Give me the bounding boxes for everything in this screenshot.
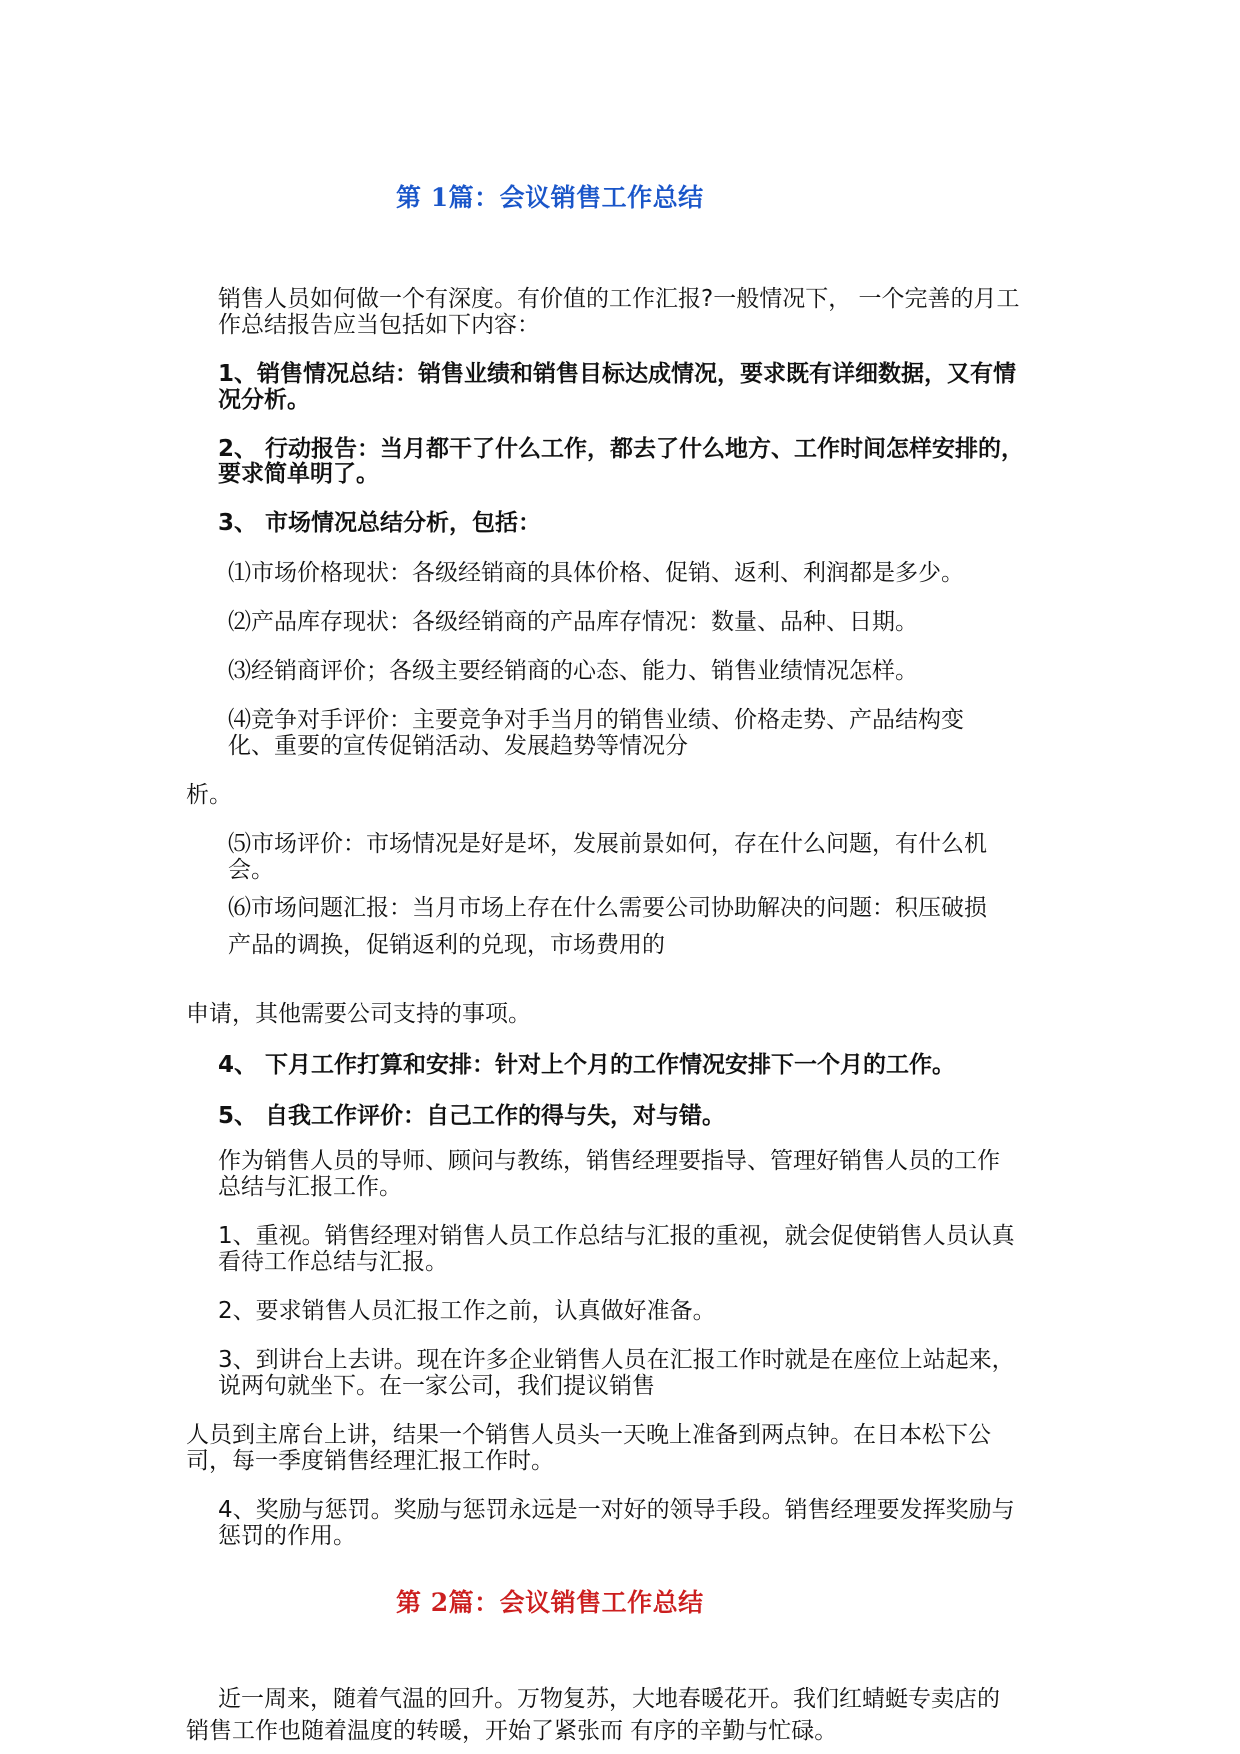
heading-prefix: 第	[396, 183, 422, 212]
heading-title: 篇：会议销售工作总结	[448, 1588, 704, 1617]
item-3: 3、 市场情况总结分析，包括：	[218, 510, 542, 536]
sub-item-5-line-1: ⑸市场评价：市场情况是好是坏，发展前景如何，存在什么问题，有什么机	[228, 831, 987, 857]
sub-item-6-line-2: 产品的调换，促销返利的兑现，市场费用的	[228, 932, 665, 958]
heading-title: 篇：会议销售工作总结	[448, 183, 704, 212]
sub-item-3: ⑶经销商评价；各级主要经销商的心态、能力、销售业绩情况怎样。	[228, 658, 918, 684]
point-2: 2、要求销售人员汇报工作之前，认真做好准备。	[218, 1298, 716, 1324]
item-1-line-1: 1、销售情况总结：销售业绩和销售目标达成情况，要求既有详细数据，又有情	[218, 361, 1017, 387]
section-2-intro-line-1: 近一周来，随着气温的回升。万物复苏，大地春暖花开。我们红蜻蜓专卖店的	[218, 1686, 1000, 1712]
point-4-line-2: 惩罚的作用。	[218, 1523, 356, 1549]
sub-item-1: ⑴市场价格现状：各级经销商的具体价格、促销、返利、利润都是多少。	[228, 560, 964, 586]
item-4: 4、 下月工作打算和安排：针对上个月的工作情况安排下一个月的工作。	[218, 1052, 956, 1078]
point-3-line-4: 司，每一季度销售经理汇报工作时。	[186, 1448, 554, 1474]
sub-item-4-line-1: ⑷竞争对手评价：主要竞争对手当月的销售业绩、价格走势、产品结构变	[228, 707, 964, 733]
sub-item-5-line-2: 会。	[228, 857, 274, 883]
sub-item-4-line-2: 化、重要的宣传促销活动、发展趋势等情况分	[228, 733, 688, 759]
heading-number: 2	[430, 1588, 449, 1617]
heading-prefix: 第	[396, 1588, 422, 1617]
point-1-line-2: 看待工作总结与汇报。	[218, 1249, 448, 1275]
sub-item-6-line-1: ⑹市场问题汇报：当月市场上存在什么需要公司协助解决的问题：积压破损	[228, 895, 987, 921]
point-1-line-1: 1、重视。销售经理对销售人员工作总结与汇报的重视，就会促使销售人员认真	[218, 1223, 1015, 1249]
sub-item-4-line-3: 析。	[186, 782, 232, 808]
item-1-line-2: 况分析。	[218, 387, 310, 413]
intro-line-1: 销售人员如何做一个有深度。有价值的工作汇报?一般情况下， 一个完善的月工	[218, 286, 1020, 312]
section-1-heading	[396, 178, 704, 214]
heading-number: 1	[430, 183, 449, 212]
item-2-line-2: 要求简单明了。	[218, 461, 379, 487]
point-4-line-1: 4、奖励与惩罚。奖励与惩罚永远是一对好的领导手段。销售经理要发挥奖励与	[218, 1497, 1015, 1523]
sub-item-2: ⑵产品库存现状：各级经销商的产品库存情况：数量、品种、日期。	[228, 609, 918, 635]
section-2-intro-line-2: 销售工作也随着温度的转暖，开始了紧张而 有序的辛勤与忙碌。	[186, 1718, 838, 1744]
intro-line-2: 作总结报告应当包括如下内容：	[218, 312, 540, 338]
manager-line-1: 作为销售人员的导师、顾问与教练，销售经理要指导、管理好销售人员的工作	[218, 1148, 1000, 1174]
item-2-line-1: 2、 行动报告：当月都干了什么工作，都去了什么地方、工作时间怎样安排的，	[218, 436, 1025, 462]
point-3-line-2: 说两句就坐下。在一家公司，我们提议销售	[218, 1373, 655, 1399]
point-3-line-3: 人员到主席台上讲，结果一个销售人员头一天晚上准备到两点钟。在日本松下公	[186, 1422, 991, 1448]
manager-line-2: 总结与汇报工作。	[218, 1174, 402, 1200]
item-5: 5、 自我工作评价：自己工作的得与失，对与错。	[218, 1103, 726, 1129]
sub-item-6-line-3: 申请，其他需要公司支持的事项。	[186, 1001, 531, 1027]
section-2-heading	[396, 1583, 704, 1619]
point-3-line-1: 3、到讲台上去讲。现在许多企业销售人员在汇报工作时就是在座位上站起来，	[218, 1347, 1015, 1373]
